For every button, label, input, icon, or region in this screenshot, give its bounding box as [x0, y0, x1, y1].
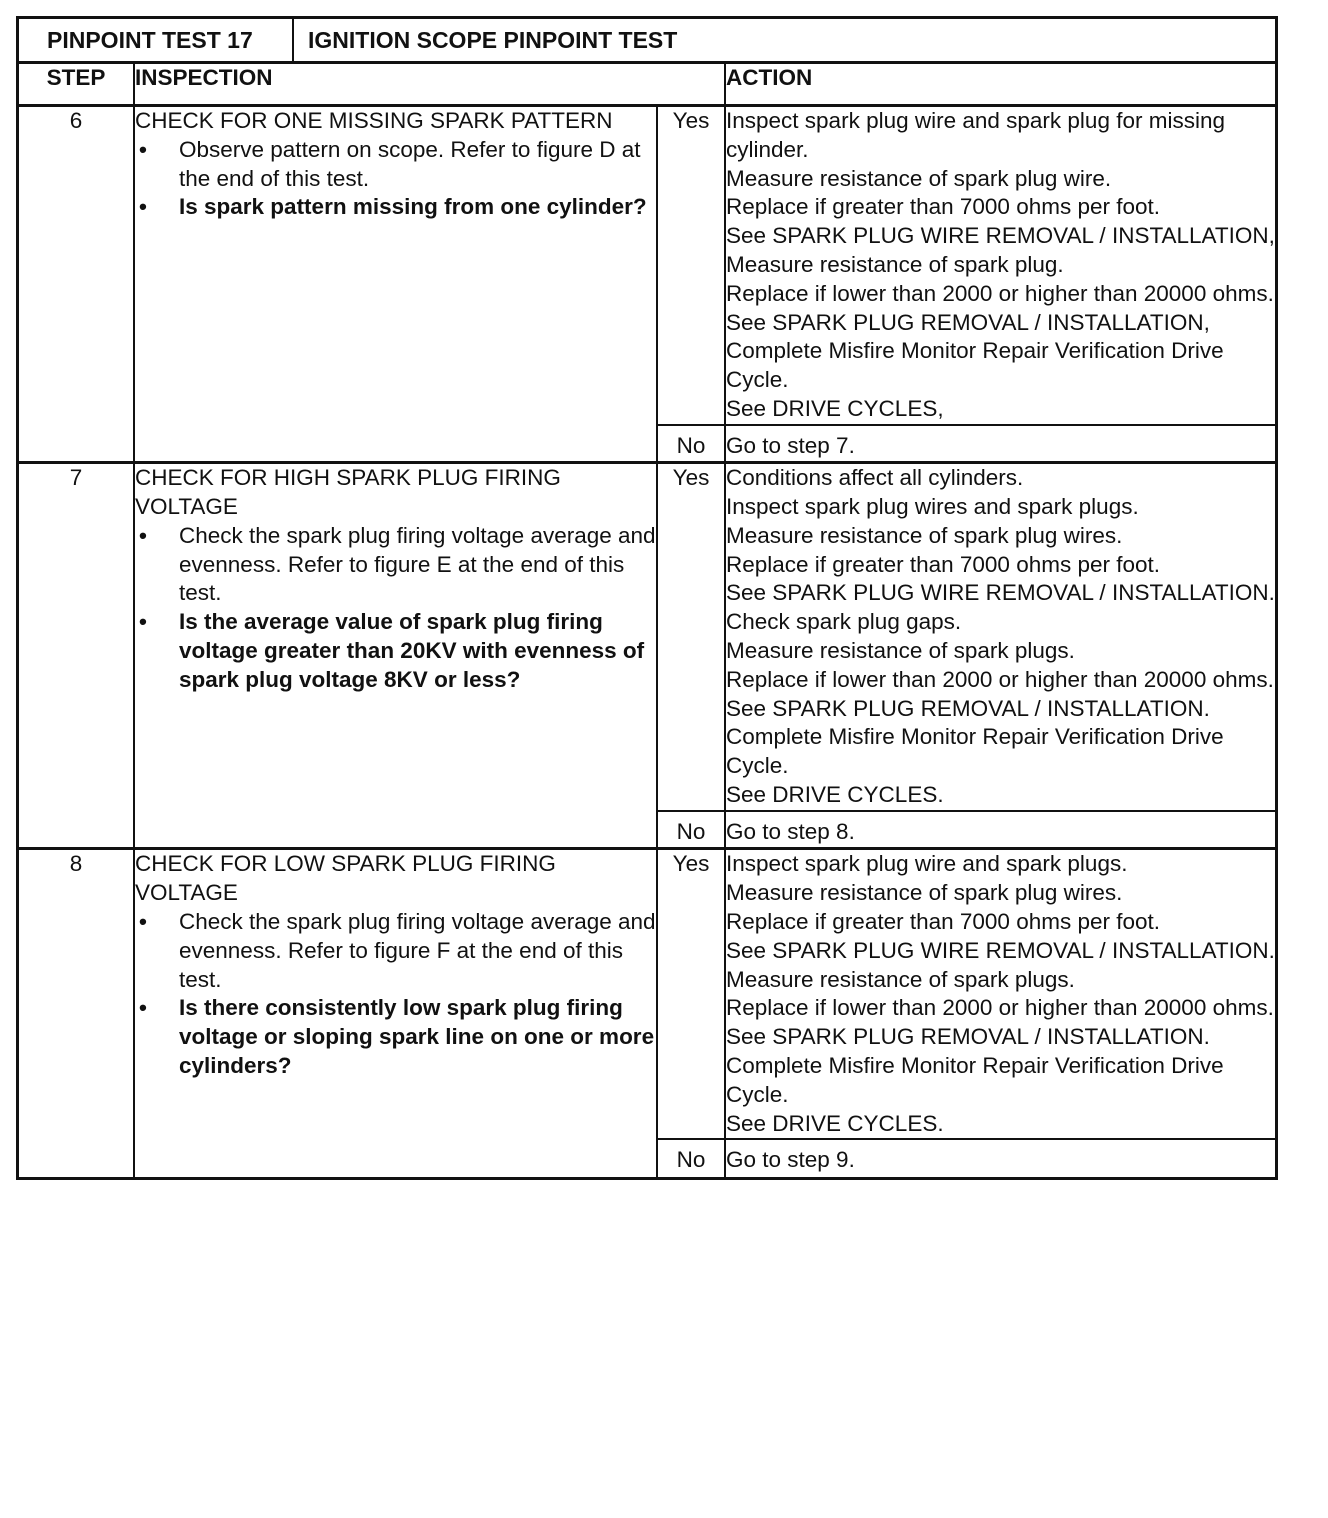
inspection-question: • Is the average value of spark plug firing voltage greater than 20KV with evenness of spark plug voltage 8KV or less?: [135, 608, 656, 694]
action-line: Inspect spark plug wire and spark plugs.: [726, 851, 1128, 877]
yes-action-cell: [725, 849, 1275, 1139]
yes-action-cell: [725, 463, 1275, 811]
step-number: 7: [19, 463, 134, 849]
pinpoint-test-document: [16, 16, 1278, 1180]
yes-action-cell: [725, 106, 1275, 425]
column-header-action: ACTION: [725, 64, 1275, 106]
no-action: Go to step 8.: [725, 811, 1275, 849]
yes-label: Yes: [657, 106, 725, 425]
inspection-title: CHECK FOR LOW SPARK PLUG FIRING VOLTAGE: [135, 851, 556, 906]
step-row-8: [19, 849, 1275, 1139]
no-action: Go to step 7.: [725, 425, 1275, 463]
yes-label: Yes: [657, 463, 725, 811]
inspection-title: CHECK FOR HIGH SPARK PLUG FIRING VOLTAGE: [135, 465, 561, 520]
action-line: Measure resistance of spark plug.: [726, 251, 1064, 277]
action-line: Complete Misfire Monitor Repair Verification Drive Cycle.: [726, 724, 1224, 779]
inspection-instruction: • Observe pattern on scope. Refer to figure D at the end of this test.: [135, 136, 656, 194]
action-line: Replace if lower than 2000 or higher than 20000 ohms.: [726, 666, 1274, 692]
action-line: See SPARK PLUG REMOVAL / INSTALLATION.: [726, 695, 1210, 721]
column-header-inspection: INSPECTION: [134, 64, 725, 106]
no-label: No: [657, 1139, 725, 1177]
action-line: Replace if lower than 2000 or higher than 20000 ohms.: [726, 280, 1274, 306]
step-number: 6: [19, 106, 134, 463]
inspection-question: • Is there consistently low spark plug firing voltage or sloping spark line on one or more cylinders?: [135, 994, 656, 1080]
action-line: Measure resistance of spark plugs.: [726, 966, 1075, 992]
column-header-step: STEP: [19, 64, 134, 106]
action-line: Replace if greater than 7000 ohms per foot.: [726, 551, 1161, 577]
action-line: Check spark plug gaps.: [726, 609, 962, 635]
test-title: IGNITION SCOPE PINPOINT TEST: [308, 26, 678, 53]
action-line: See SPARK PLUG REMOVAL / INSTALLATION,: [726, 309, 1210, 335]
inspection-cell: [134, 463, 657, 849]
inspection-bullets: [135, 908, 656, 1081]
action-line: Inspect spark plug wire and spark plug for missing cylinder.: [726, 108, 1225, 162]
inspection-instruction: • Check the spark plug firing voltage average and evenness. Refer to figure E at the end of this test.: [135, 522, 656, 608]
pinpoint-table: [19, 64, 1275, 1177]
inspection-bullets: [135, 136, 656, 222]
action-line: Inspect spark plug wires and spark plugs.: [726, 494, 1139, 520]
action-line: Measure resistance of spark plugs.: [726, 638, 1075, 664]
column-header-row: [19, 64, 1275, 106]
step-row-6: [19, 106, 1275, 425]
action-line: Replace if lower than 2000 or higher than 20000 ohms.: [726, 995, 1274, 1021]
action-line: See SPARK PLUG WIRE REMOVAL / INSTALLATION.: [726, 580, 1275, 606]
no-action: Go to step 9.: [726, 1147, 855, 1173]
inspection-instruction: • Check the spark plug firing voltage average and evenness. Refer to figure F at the end of this test.: [135, 908, 656, 994]
action-line: See DRIVE CYCLES.: [726, 782, 944, 808]
action-line: See SPARK PLUG WIRE REMOVAL / INSTALLATION,: [726, 223, 1275, 249]
test-header: [19, 19, 1275, 64]
no-label: No: [657, 811, 725, 849]
inspection-title: CHECK FOR ONE MISSING SPARK PATTERN: [135, 108, 613, 133]
inspection-cell: [134, 849, 657, 1177]
action-line: Replace if greater than 7000 ohms per foot.: [726, 194, 1161, 220]
inspection-question: • Is spark pattern missing from one cylinder?: [135, 193, 656, 222]
action-line: See DRIVE CYCLES,: [726, 395, 944, 421]
step-number: 8: [19, 849, 134, 1177]
test-id: PINPOINT TEST 17: [19, 19, 294, 61]
action-line: Conditions affect all cylinders.: [726, 465, 1024, 491]
yes-label: Yes: [657, 849, 725, 1139]
action-line: See SPARK PLUG WIRE REMOVAL / INSTALLATION.: [726, 937, 1275, 963]
inspection-bullets: [135, 522, 656, 695]
inspection-cell: [134, 106, 657, 463]
step-row-7: [19, 463, 1275, 811]
action-line: See SPARK PLUG REMOVAL / INSTALLATION.: [726, 1024, 1210, 1050]
action-line: Measure resistance of spark plug wires.: [726, 522, 1123, 548]
action-line: Measure resistance of spark plug wires.: [726, 880, 1123, 906]
action-line: Complete Misfire Monitor Repair Verification Drive Cycle.: [726, 338, 1224, 393]
action-line: Complete Misfire Monitor Repair Verification Drive Cycle.: [726, 1052, 1224, 1107]
action-line: Measure resistance of spark plug wire.: [726, 165, 1112, 191]
no-label: No: [657, 425, 725, 463]
action-line: Replace if greater than 7000 ohms per foot.: [726, 908, 1161, 934]
action-line: See DRIVE CYCLES.: [726, 1110, 944, 1136]
